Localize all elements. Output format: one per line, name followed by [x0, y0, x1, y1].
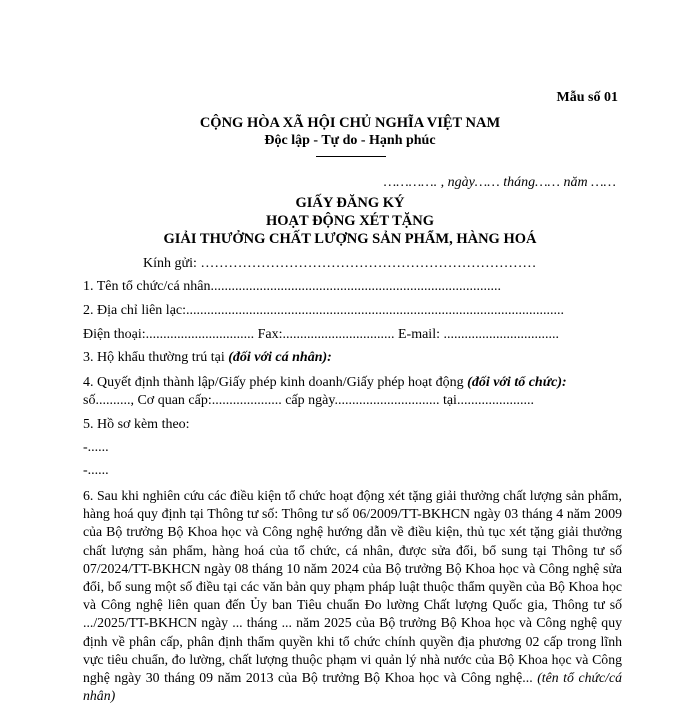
document-title-line2: HOẠT ĐỘNG XÉT TẶNG	[266, 213, 434, 229]
date-line: …………. , ngày…… tháng…… năm ……	[383, 175, 616, 190]
paragraph-6-text: 6. Sau khi nghiên cứu các điều kiện tổ chức hoạt động xét tặng giải thưởng chất lượng sản phẩm, hàng hoá quy định tại Thông tư số: Thông tư số 06/2009/TT-BKHCN ngày 03 tháng 4 năm 2009 của Bộ trưởng Bộ Khoa học và Công nghệ hướng dẫn về điều kiện, thủ tục xét tặng giải thưởng chất lượng sản phẩm, hàng hoá của tổ chức, cá nhân, được sửa đổi, bổ sung tại Thông tư số 07/2024/TT-BKHCN ngày 08 tháng 10 năm 2024 của Bộ trưởng Bộ Khoa học và Công nghệ sửa đổi, bổ sung một số điều tại các văn bản quy phạm pháp luật thuộc thẩm quyền của Bộ Khoa học và Công nghệ liên quan đến Ủy ban Tiêu chuẩn Đo lường Chất lượng Quốc gia, Thông tư số .../2025/TT-BKHCN ngày ... tháng ... năm 2025 của Bộ trưởng Bộ Khoa học và Công nghệ quy định về phân cấp, phân định thẩm quyền khi tổ chức chính quyền địa phương 02 cấp trong lĩnh vực tiêu chuẩn, đo lường, chất lượng thuộc phạm vi quản lý nhà nước của Bộ Khoa học và Công nghệ ngày 30 tháng 09 năm 2013 của Bộ trưởng Bộ Khoa học và Công nghệ...	[83, 488, 622, 686]
national-motto: Độc lập - Tự do - Hạnh phúc	[264, 133, 436, 148]
attachment-item-1: -......	[83, 440, 109, 455]
paragraph-6-tail: (tên tổ chức/cá nhân)	[83, 670, 622, 704]
attachment-item-2: -......	[83, 463, 109, 478]
field-attachments: 5. Hồ sơ kèm theo:	[83, 417, 190, 432]
document-title-line3: GIẢI THƯỞNG CHẤT LƯỢNG SẢN PHẨM, HÀNG HOÁ	[163, 231, 537, 247]
decision-label: 4. Quyết định thành lập/Giấy phép kinh doanh/Giấy phép hoạt động	[83, 375, 464, 390]
motto-underline	[316, 156, 386, 157]
country-name: CỘNG HÒA XÃ HỘI CHỦ NGHĨA VIỆT NAM	[199, 115, 501, 131]
decision-note: (đối với tổ chức):	[467, 375, 567, 390]
residence-label: 3. Hộ khẩu thường trú tại	[83, 350, 225, 365]
addressee-line: Kính gửi: ………………………………………………………………	[143, 256, 537, 271]
field-org-name: 1. Tên tổ chức/cá nhân...................................................................................	[83, 279, 501, 294]
field-phone-fax-email: Điện thoại:............................... Fax:................................ E-mail: .................................	[83, 327, 559, 342]
field-decision-details: số.........., Cơ quan cấp:.................... cấp ngày.............................. tại......................	[83, 393, 534, 408]
field-residence	[83, 350, 332, 366]
field-address: 2. Địa chỉ liên lạc:............................................................................................................	[83, 303, 565, 318]
residence-note: (đối với cá nhân):	[228, 350, 332, 365]
paragraph-6	[83, 487, 622, 705]
field-decision	[83, 375, 567, 391]
form-number: Mẫu số 01	[556, 90, 618, 105]
document-title-line1: GIẤY ĐĂNG KÝ	[295, 195, 405, 211]
